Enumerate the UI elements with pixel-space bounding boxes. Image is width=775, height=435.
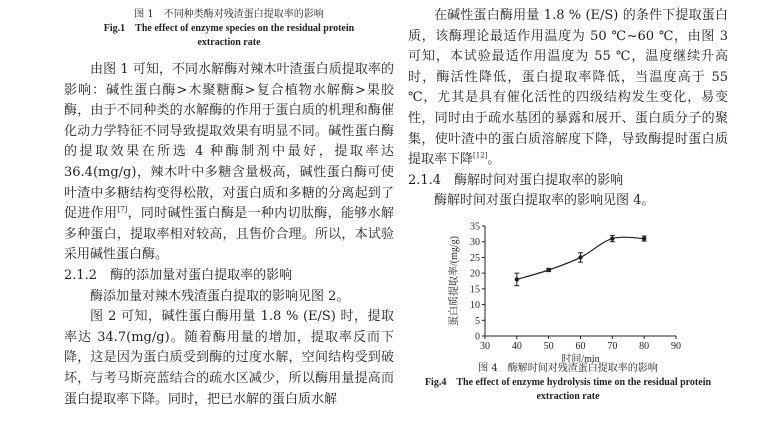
y-axis-label: 蛋白质提取率/(mg/g) — [449, 235, 460, 326]
x-tick-label: 30 — [480, 340, 490, 352]
fig4-caption-zh: 图 4 酶解时间对残渣蛋白提取率的影响 — [478, 362, 658, 374]
paragraph-temperature-text: 在碱性蛋白酶用量 1.8 % (E/S) 的条件下提取蛋白质，该酶理论最适作用温度为 50 ℃~60 ℃，由图 3 可知，本试验最适作用温度为 55 ℃，温度继续升高时，酶活性降低，蛋白提取率降低，当温度高于 55 ℃，尤其是具有催化活性的四级结构发生变化，易变性，同时由于疏水基团的暴露和展开、蛋白质分子的聚集，使叶渣中的蛋白质溶解度下降，导致酶提时蛋白质提取率下降 — [408, 8, 728, 168]
y-tick-label: 30 — [470, 237, 480, 249]
fig1-caption-zh: 图 1 不同种类酶对残渣蛋白提取率的影响 — [134, 9, 324, 20]
paragraph-fig1-text: 由图 1 可知，不同水解酶对辣木叶渣蛋白质提取率的影响：碱性蛋白酶>木聚糖酶>复合植物水解酶>果胶酶，由于不同种类的水解酶的作用于蛋白质的机理和酶催化动力学特征不同导致提取效果有明显不同。碱性蛋白酶的提取效果在所选 4 种酶制剂中最好，提取率达 36.4(mg/g)，辣木叶中多糖含量极高，碱性蛋白酶可使叶渣中多糖结构变得松散，对蛋白质和多糖的分离起到了促进作用 — [64, 62, 394, 222]
data-point — [546, 268, 550, 272]
citation-ref-12: [12] — [473, 151, 488, 160]
fig4-chart — [408, 212, 728, 362]
fig4-chart-svg — [408, 212, 728, 362]
fig1-caption-en-line1: Fig.1 The effect of enzyme species on the residual protein — [103, 23, 355, 34]
left-column — [64, 0, 394, 410]
paragraph-fig4-intro: 酶解时间对蛋白提取率的影响见图 4。 — [434, 193, 655, 209]
x-axis-label: 时间/min — [561, 353, 600, 362]
citation-ref-7: [7] — [117, 205, 128, 214]
data-point — [610, 236, 614, 240]
y-tick-label: 35 — [470, 221, 480, 233]
x-tick-label: 60 — [575, 340, 586, 352]
paragraph-temperature-analysis — [408, 6, 728, 171]
y-tick-label: 10 — [470, 300, 480, 312]
data-point — [578, 255, 582, 259]
paragraph-fig1-analysis — [64, 60, 394, 266]
paragraph-fig1-text-tail: ，同时碱性蛋白酶是一种内切肽酶，能够水解多种蛋白，提取率相对较高，且售价合理。所以，本试验采用碱性蛋白酶。 — [64, 206, 394, 263]
section-heading-2-1-2: 2.1.2 酶的添加量对蛋白提取率的影响 — [64, 267, 293, 283]
x-tick-label: 50 — [543, 340, 554, 352]
data-point — [642, 236, 646, 240]
fig4-caption-en-line1: Fig.4 The effect of enzyme hydrolysis time on the residual protein — [424, 376, 712, 388]
right-column — [408, 0, 728, 404]
y-tick-label: 0 — [475, 331, 480, 343]
paragraph-fig2-analysis: 图 2 可知，碱性蛋白酶用量 1.8 % (E/S) 时，提取率达 34.7(mg/g)。随着酶用量的增加，提取率反而下降，这是因为蛋白质受到酶的过度水解，空间结构受到破坏，与考马斯亮蓝结合的疏水区减少，所以酶用量提高而蛋白提取率下降。同时，把已水解的蛋白质水解 — [64, 309, 394, 407]
y-tick-label: 15 — [470, 284, 480, 296]
paragraph-temperature-text-tail: 。 — [487, 152, 501, 168]
data-point — [515, 277, 519, 281]
section-heading-2-1-4: 2.1.4 酶解时间对蛋白提取率的影响 — [408, 172, 624, 188]
y-tick-label: 20 — [470, 268, 480, 280]
x-tick-label: 40 — [511, 340, 522, 352]
fig1-caption-en-line2: extraction rate — [197, 37, 261, 48]
paragraph-fig2-intro: 酶添加量对辣木残渣蛋白提取的影响见图 2。 — [90, 288, 350, 304]
x-tick-label: 70 — [607, 340, 618, 352]
y-tick-label: 25 — [470, 252, 480, 264]
x-tick-label: 90 — [671, 340, 681, 352]
x-tick-label: 80 — [639, 340, 650, 352]
y-tick-label: 5 — [475, 315, 480, 327]
fig4-caption-en-line2: extraction rate — [536, 390, 600, 402]
